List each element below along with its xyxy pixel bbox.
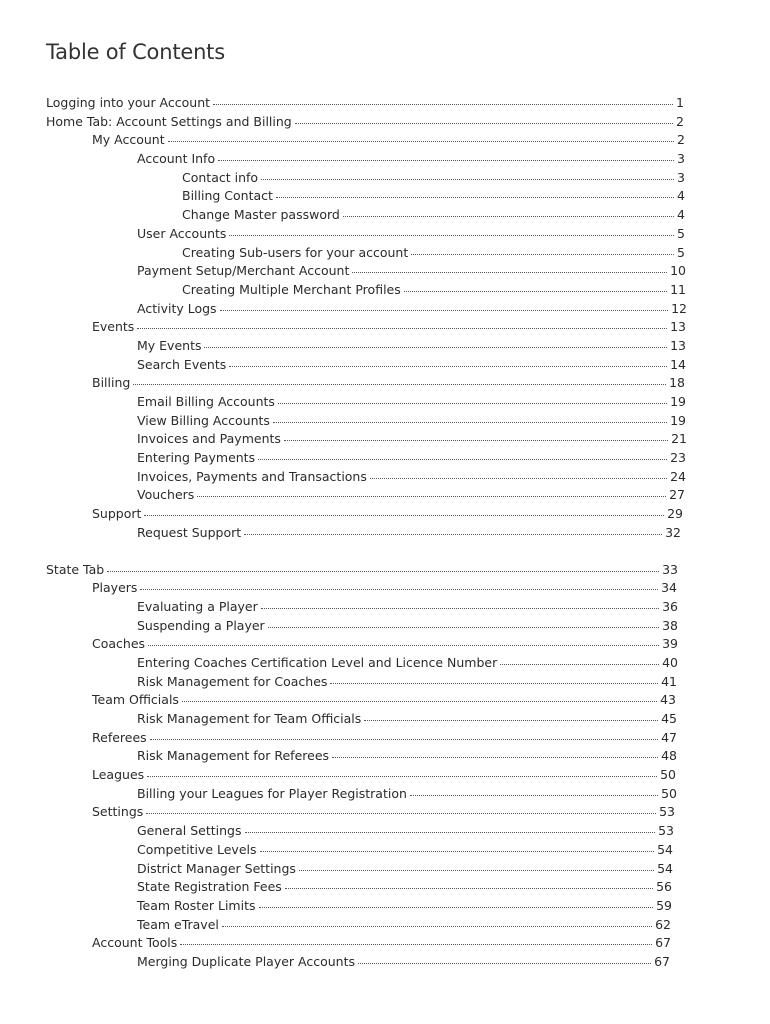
toc-entry-label: My Account — [92, 132, 165, 148]
table-of-contents — [0, 94, 770, 972]
toc-entry-page-number: 14 — [670, 356, 686, 372]
toc-entry-page-number: 32 — [665, 524, 681, 540]
toc-entry-label: Merging Duplicate Player Accounts — [137, 953, 356, 969]
dot-leader — [204, 335, 667, 348]
toc-entry-page-number: 18 — [669, 375, 685, 391]
dot-leader — [218, 148, 674, 161]
toc-entry-label: Request Support — [137, 524, 242, 540]
toc-entry-page-number: 56 — [656, 879, 672, 895]
toc-entry-label: Support — [92, 506, 142, 522]
dot-leader — [285, 876, 653, 889]
toc-entry-page-number: 13 — [670, 319, 686, 335]
dot-leader — [278, 391, 667, 404]
toc-entry-page-number: 62 — [655, 916, 671, 932]
toc-entry-label: Entering Payments — [137, 450, 256, 466]
toc-entry-page-number: 4 — [677, 188, 685, 204]
toc-entry-label: Billing — [92, 375, 131, 391]
toc-entry-label: Evaluating a Player — [137, 598, 258, 614]
toc-entry-page-number: 12 — [671, 300, 687, 316]
dot-leader — [364, 708, 658, 721]
toc-entry-label: Account Info — [137, 151, 216, 167]
toc-entry-label: Risk Management for Team Officials — [137, 711, 362, 726]
toc-entry-label: Players — [92, 580, 138, 596]
toc-entry-label: Logging into your Account — [46, 95, 211, 110]
toc-entry-label: Risk Management for Referees — [137, 748, 330, 764]
dot-leader — [258, 447, 667, 460]
dot-leader — [146, 801, 656, 814]
toc-entry-page-number: 39 — [662, 636, 678, 652]
dot-leader — [358, 951, 651, 964]
toc-entry-page-number: 54 — [657, 841, 673, 857]
toc-entry[interactable] — [0, 953, 670, 972]
dot-leader — [273, 410, 667, 423]
dot-leader — [244, 522, 662, 535]
dot-leader — [133, 372, 666, 385]
toc-entry-label: General Settings — [137, 823, 242, 839]
dot-leader — [245, 820, 656, 833]
toc-entry-page-number: 23 — [670, 450, 686, 466]
toc-entry-page-number: 50 — [661, 785, 677, 801]
toc-entry-page-number: 59 — [656, 897, 672, 913]
dot-leader — [213, 92, 673, 105]
dot-leader — [404, 279, 667, 292]
toc-entry-label: Competitive Levels — [137, 841, 257, 857]
dot-leader — [261, 167, 674, 180]
dot-leader — [137, 316, 667, 329]
toc-entry-label: Risk Management for Coaches — [137, 673, 328, 689]
toc-entry-label: Creating Sub-users for your account — [182, 244, 409, 260]
dot-leader — [180, 932, 652, 945]
toc-entry-page-number: 38 — [662, 617, 678, 633]
toc-entry-label: Invoices, Payments and Transactions — [137, 468, 367, 484]
toc-entry-page-number: 10 — [670, 263, 686, 279]
toc-entry-label: Activity Logs — [137, 300, 217, 316]
dot-leader — [150, 727, 658, 740]
toc-entry-label: Team Officials — [92, 692, 179, 708]
toc-entry-label: Email Billing Accounts — [137, 394, 275, 409]
dot-leader — [222, 914, 652, 927]
toc-entry-page-number: 53 — [659, 804, 675, 820]
toc-entry-page-number: 21 — [671, 431, 687, 447]
toc-entry-page-number: 40 — [662, 654, 678, 670]
toc-entry-label: Vouchers — [137, 487, 195, 503]
dot-leader — [144, 503, 664, 516]
dot-leader — [220, 298, 669, 311]
toc-entry-page-number: 24 — [670, 468, 686, 484]
toc-entry-label: District Manager Settings — [137, 860, 296, 876]
toc-entry-label: State Tab — [46, 561, 105, 577]
toc-entry-page-number: 33 — [662, 561, 678, 577]
dot-leader — [197, 484, 666, 497]
toc-entry-page-number: 11 — [670, 281, 686, 297]
toc-entry-page-number: 29 — [667, 506, 683, 522]
toc-entry-label: Contact info — [182, 169, 259, 185]
dot-leader — [182, 689, 657, 702]
toc-entry-label: Search Events — [137, 356, 227, 372]
toc-entry-page-number: 48 — [661, 748, 677, 764]
dot-leader — [147, 764, 657, 777]
dot-leader — [268, 615, 659, 628]
dot-leader — [332, 745, 658, 758]
toc-entry-label: Payment Setup/Merchant Account — [137, 263, 350, 279]
toc-entry-label: Suspending a Player — [137, 617, 265, 633]
dot-leader — [140, 577, 658, 590]
toc-entry-page-number: 2 — [677, 132, 685, 148]
toc-entry-page-number: 3 — [677, 151, 685, 167]
dot-leader — [411, 242, 674, 255]
dot-leader — [229, 223, 674, 236]
dot-leader — [168, 129, 674, 142]
toc-entry-page-number: 13 — [670, 337, 686, 353]
toc-entry-page-number: 5 — [677, 244, 685, 260]
toc-entry-page-number: 3 — [677, 169, 685, 185]
toc-entry-label: State Registration Fees — [137, 879, 282, 895]
toc-entry-label: Team Roster Limits — [137, 897, 256, 913]
toc-entry-page-number: 34 — [661, 580, 677, 596]
dot-leader — [259, 895, 654, 908]
toc-entry-label: Billing your Leagues for Player Registration — [137, 785, 407, 801]
toc-entry-label: My Events — [137, 337, 202, 353]
toc-entry-page-number: 50 — [660, 767, 676, 783]
toc-entry-label: Leagues — [92, 767, 145, 783]
dot-leader — [352, 260, 667, 273]
dot-leader — [370, 466, 667, 479]
toc-entry[interactable] — [0, 524, 681, 543]
dot-leader — [260, 839, 655, 852]
dot-leader — [107, 559, 659, 572]
dot-leader — [148, 633, 659, 646]
toc-entry-page-number: 36 — [662, 598, 678, 614]
page-title: Table of Contents — [46, 40, 225, 64]
toc-entry-page-number: 27 — [669, 487, 685, 503]
dot-leader — [330, 671, 658, 684]
toc-entry-label: Home Tab: Account Settings and Billing — [46, 113, 292, 129]
toc-entry-label: Referees — [92, 729, 147, 745]
dot-leader — [229, 354, 667, 367]
dot-leader — [284, 428, 668, 441]
toc-entry-label: View Billing Accounts — [137, 412, 270, 428]
toc-entry-label: Billing Contact — [182, 188, 273, 204]
toc-entry-page-number: 67 — [654, 953, 670, 969]
toc-entry-page-number: 4 — [677, 207, 685, 223]
toc-entry-label: Events — [92, 319, 135, 335]
toc-entry-page-number: 54 — [657, 860, 673, 876]
toc-entry-label: User Accounts — [137, 225, 227, 241]
toc-entry-page-number: 41 — [661, 673, 677, 689]
toc-entry-page-number: 53 — [658, 823, 674, 839]
toc-entry-page-number: 2 — [676, 113, 684, 129]
toc-entry-label: Team eTravel — [137, 916, 219, 932]
toc-entry-page-number: 19 — [670, 394, 686, 409]
toc-entry-label: Invoices and Payments — [137, 431, 281, 447]
toc-entry-label: Settings — [92, 804, 144, 820]
dot-leader — [500, 652, 659, 665]
toc-entry-page-number: 45 — [661, 711, 677, 726]
toc-entry-page-number: 47 — [661, 729, 677, 745]
toc-entry-page-number: 19 — [670, 412, 686, 428]
toc-entry-label: Account Tools — [92, 935, 178, 951]
toc-entry-page-number: 5 — [677, 225, 685, 241]
toc-entry-label: Coaches — [92, 636, 146, 652]
dot-leader — [299, 858, 654, 871]
toc-entry-page-number: 67 — [655, 935, 671, 951]
toc-entry-label: Entering Coaches Certification Level and Licence Number — [137, 654, 498, 670]
toc-entry-label: Creating Multiple Merchant Profiles — [182, 281, 401, 297]
dot-leader — [343, 204, 674, 217]
dot-leader — [410, 783, 658, 796]
dot-leader — [276, 185, 674, 198]
dot-leader — [295, 111, 673, 124]
dot-leader — [261, 596, 659, 609]
toc-entry-label: Change Master password — [182, 207, 340, 223]
toc-entry-page-number: 1 — [676, 95, 684, 110]
toc-entry-page-number: 43 — [660, 692, 676, 708]
